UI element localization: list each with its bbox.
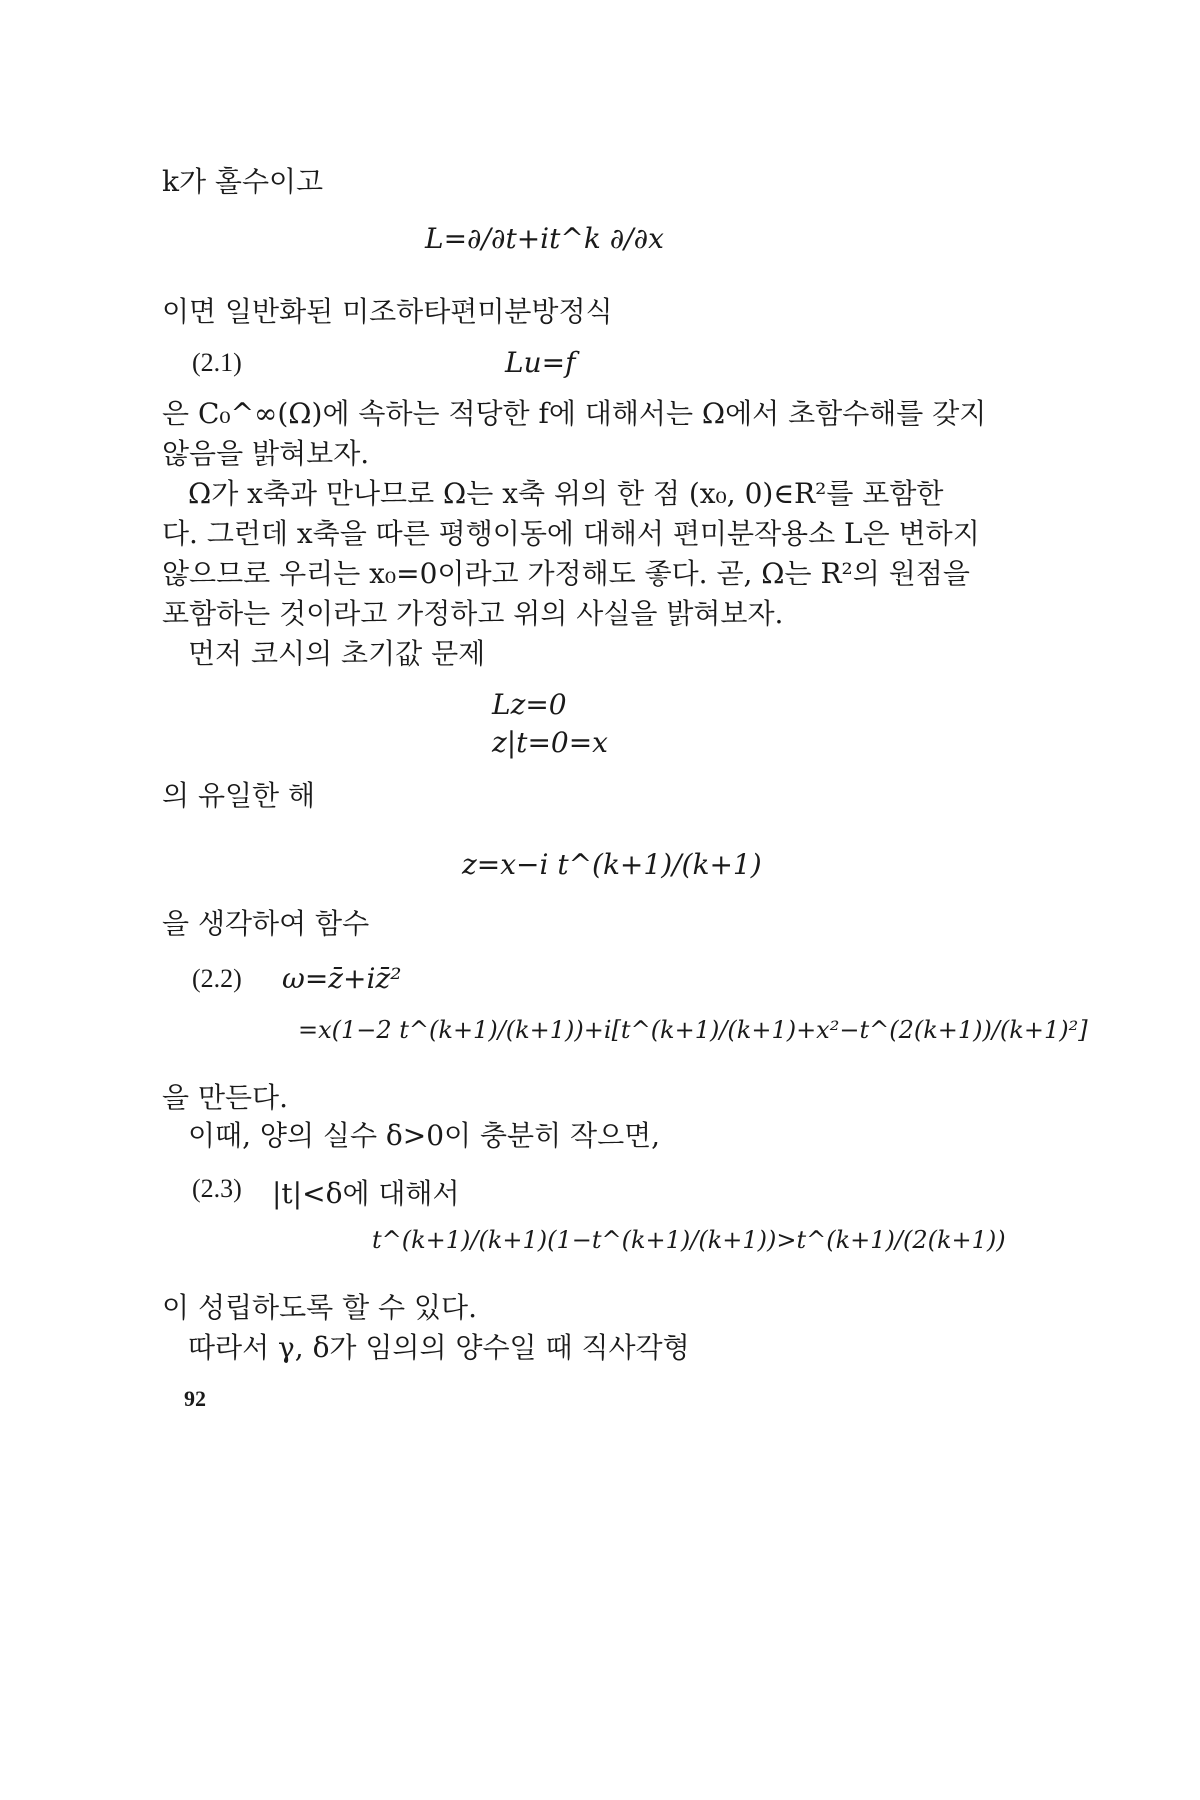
- text-line-13: 이때, 양의 실수 δ>0이 충분히 작으면,: [188, 1119, 661, 1152]
- text-line-15: 따라서 γ, δ가 임의의 양수일 때 직사각형: [188, 1331, 690, 1364]
- equation-number-2-1: (2.1): [192, 348, 242, 377]
- text-line-12: 을 만든다.: [162, 1081, 288, 1114]
- text-line-4: 않음을 밝혀보자.: [162, 437, 370, 470]
- text-line-3: 은 C₀^∞(Ω)에 속하는 적당한 f에 대해서는 Ω에서 초함수해를 갖지: [162, 397, 987, 430]
- text-line-9: 먼저 코시의 초기값 문제: [188, 637, 486, 670]
- initial-condition: z|t=0=x: [492, 726, 608, 759]
- text-line-11: 을 생각하여 함수: [162, 907, 370, 940]
- equation-2-1: Lu=f: [505, 346, 576, 379]
- equation-2-2-line-2: =x(1−2 t^(k+1)/(k+1))+i[t^(k+1)/(k+1)+x²−t^(2(k+1))/(k+1)²]: [298, 1016, 1088, 1044]
- equation-2-3-inequality: t^(k+1)/(k+1)(1−t^(k+1)/(k+1))>t^(k+1)/(2(k+1)): [372, 1226, 1006, 1254]
- text-line-2: 이면 일반화된 미조하타편미분방정식: [162, 295, 613, 328]
- text-line-5: Ω가 x축과 만나므로 Ω는 x축 위의 한 점 (x₀, 0)∈R²를 포함한: [188, 477, 944, 510]
- text-line-6: 다. 그런데 x축을 따른 평행이동에 대해서 편미분작용소 L은 변하지: [162, 517, 980, 550]
- operator-equation-text: L=∂/∂t+it^k ∂/∂x: [425, 222, 664, 255]
- solution-equation: z=x−i t^(k+1)/(k+1): [462, 848, 762, 881]
- equation-number-2-2: (2.2): [192, 964, 242, 993]
- operator-equation: [425, 222, 664, 255]
- text-line-14: 이 성립하도록 할 수 있다.: [162, 1291, 477, 1324]
- cauchy-equation: Lz=0: [492, 688, 567, 721]
- text-line-8: 포함하는 것이라고 가정하고 위의 사실을 밝혀보자.: [162, 597, 784, 630]
- equation-number-2-3: (2.3): [192, 1174, 242, 1203]
- text-line-10: 의 유일한 해: [162, 779, 316, 812]
- text-line-7: 않으므로 우리는 x₀=0이라고 가정해도 좋다. 곧, Ω는 R²의 원점을: [162, 557, 970, 590]
- equation-2-3-condition: |t|<δ에 대해서: [272, 1177, 460, 1210]
- text-line-1: k가 홀수이고: [162, 165, 324, 198]
- equation-2-2-line-1: ω=z̄+iz̄²: [282, 962, 402, 995]
- page-number: 92: [184, 1386, 206, 1411]
